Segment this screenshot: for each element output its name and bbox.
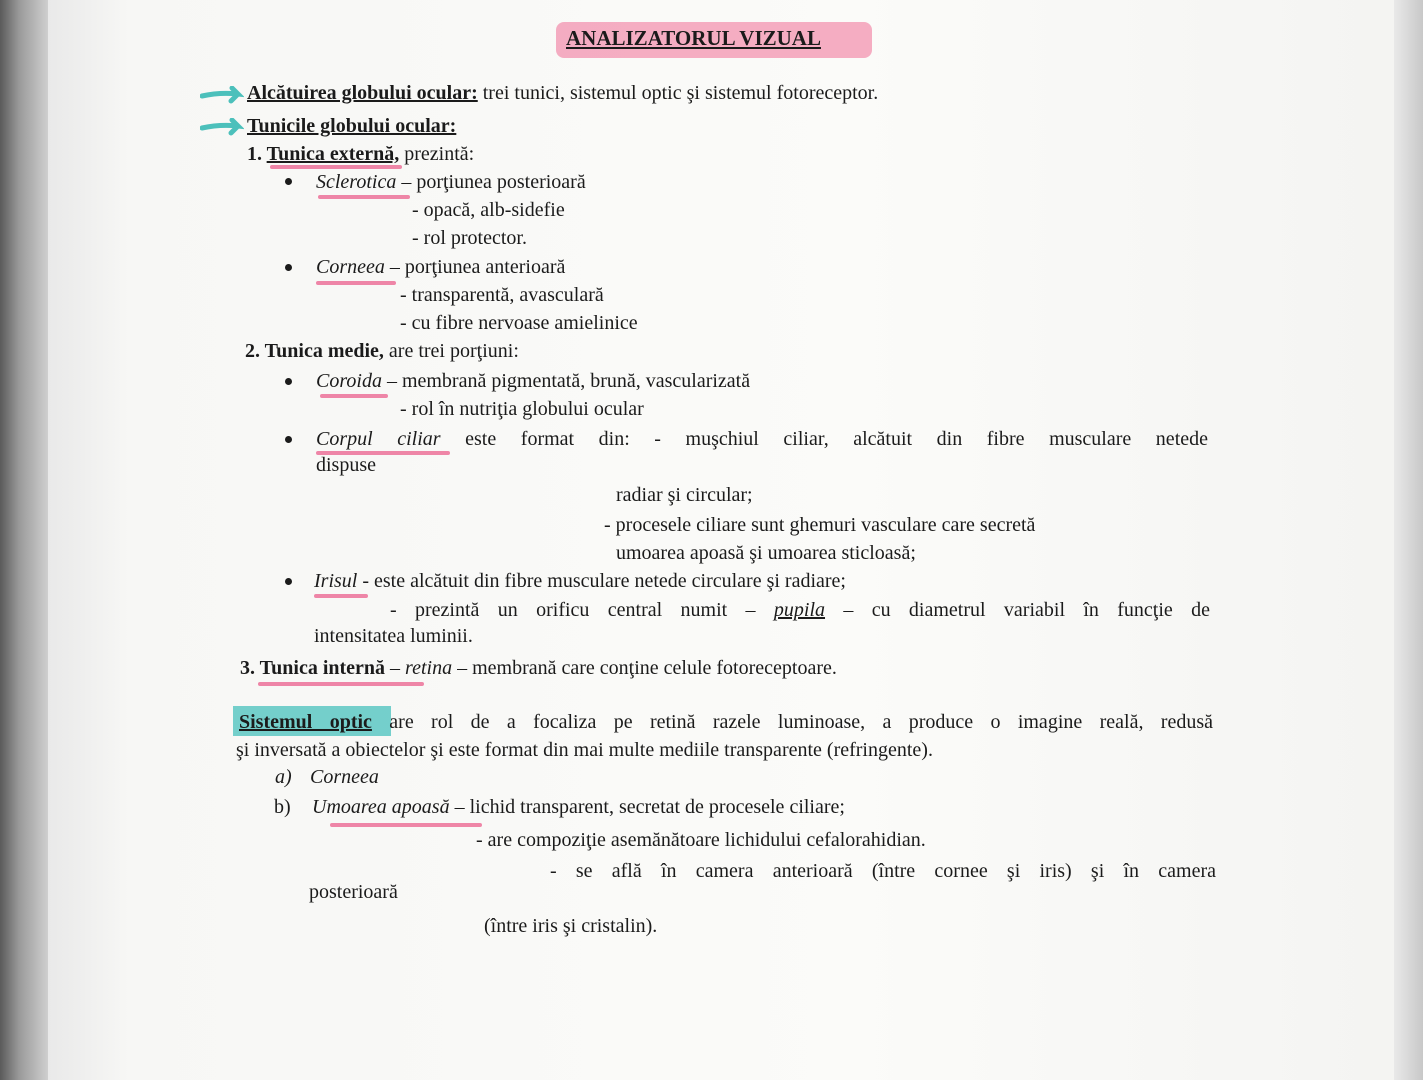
umoarea-apoasa-term: Umoarea apoasă	[312, 796, 450, 818]
corpul-ciliar-line	[316, 427, 1208, 451]
umoarea-apoasa-line3: - se află în camera anterioară (între cornee şi iris) şi în camera	[550, 860, 1216, 882]
tunica-interna-dash: –	[385, 657, 406, 679]
sclerotica-line2: - opacă, alb-sidefie	[412, 199, 565, 221]
alcatuire-label: Alcătuirea globului ocular:	[247, 82, 478, 104]
corneea-line3: - cu fibre nervoase amielinice	[400, 312, 638, 334]
page-edge-shadow	[0, 0, 48, 1080]
page-title: ANALIZATORUL VIZUAL	[566, 26, 821, 50]
coroida-line2: - rol în nutriţia globului ocular	[400, 398, 644, 420]
bullet	[285, 436, 292, 443]
umoarea-apoasa-line5: (între iris şi cristalin).	[484, 915, 658, 937]
tunica-medie-line	[245, 339, 519, 363]
irisul-line2a: - prezintă un orificu central numit –	[390, 599, 774, 621]
list-marker-a: a)	[275, 766, 292, 788]
umoarea-apoasa-line	[312, 795, 845, 819]
coroida-term: Coroida	[316, 370, 382, 392]
irisul-line	[314, 569, 846, 593]
corneea-line2: - transparentă, avasculară	[400, 284, 604, 306]
corneea-line1: – porţiunea anterioară	[384, 256, 566, 278]
irisul-line2	[390, 598, 1210, 622]
tunici-heading: Tunicile globului ocular:	[247, 115, 457, 137]
corneea-item: Corneea	[310, 766, 379, 788]
tunica-externa-label: Tunica externă,	[266, 143, 400, 165]
irisul-underline	[314, 594, 368, 598]
corneea-line	[316, 255, 565, 279]
corneea-term: Corneea	[316, 256, 385, 278]
sistemul-optic-line2: şi inversată a obiectelor şi este format din mai multe mediile transparente (refringente).	[236, 739, 933, 761]
pupila-term: pupila	[773, 599, 826, 621]
sclerotica-underline	[318, 195, 410, 199]
sistemul-optic-label: Sistemul optic	[239, 711, 372, 733]
corpul-ciliar-line3: - procesele ciliare sunt ghemuri vasculare care secretă	[604, 514, 1036, 536]
corpul-ciliar-term: Corpul ciliar	[316, 428, 441, 450]
retina-term: retina	[405, 657, 453, 679]
umoarea-apoasa-underline	[330, 823, 482, 827]
irisul-line2b: – cu diametrul variabil în funcţie de	[825, 599, 1211, 621]
irisul-line1: - este alcătuit din fibre musculare netede circulare şi radiare;	[357, 570, 846, 592]
tunica-medie-num: 2.	[245, 340, 265, 362]
tunica-interna-line	[240, 656, 837, 680]
coroida-line	[316, 369, 750, 393]
tunica-medie-label: Tunica medie,	[264, 340, 384, 362]
corpul-ciliar-line4: umoarea apoasă şi umoarea sticloasă;	[616, 542, 916, 564]
arrow-marker-icon	[200, 86, 244, 104]
tunica-interna-text: – membrană care conţine celule fotoreceptoare.	[452, 657, 837, 679]
sclerotica-term: Sclerotica	[316, 171, 397, 193]
alcatuire-line	[247, 81, 878, 105]
irisul-term: Irisul	[314, 570, 358, 592]
bullet	[285, 178, 292, 185]
alcatuire-text: trei tunici, sistemul optic şi sistemul fotoreceptor.	[477, 82, 879, 104]
coroida-underline	[320, 394, 388, 398]
list-marker-b: b)	[274, 796, 291, 818]
tunica-interna-num: 3.	[240, 657, 260, 679]
umoarea-apoasa-line2: - are compoziţie asemănătoare lichidului cefalorahidian.	[476, 829, 926, 851]
tunica-medie-text: are trei porţiuni:	[383, 340, 519, 362]
sistemul-optic-line1	[239, 710, 1213, 734]
tunica-externa-text: prezintă:	[399, 143, 475, 165]
coroida-line1: – membrană pigmentată, brună, vascularizată	[381, 370, 751, 392]
page-right-edge	[1394, 0, 1423, 1080]
corpul-ciliar-line1b: dispuse	[316, 454, 376, 476]
bullet	[285, 378, 292, 385]
corpul-ciliar-line1: este format din: - muşchiul ciliar, alcătuit din fibre musculare netede	[440, 428, 1208, 450]
sclerotica-line	[316, 170, 586, 194]
arrow-marker-icon	[200, 118, 244, 136]
corpul-ciliar-line2: radiar şi circular;	[616, 484, 753, 506]
sclerotica-line3: - rol protector.	[412, 227, 527, 249]
sistemul-optic-text1: are rol de a focaliza pe retină razele luminoase, a produce o imagine reală, redusă	[371, 711, 1214, 733]
umoarea-apoasa-line4: posterioară	[309, 881, 398, 903]
tunica-externa-num: 1.	[247, 143, 267, 165]
bullet	[285, 264, 292, 271]
umoarea-apoasa-line1: – lichid transparent, secretat de procesele ciliare;	[449, 796, 845, 818]
corneea-underline	[316, 281, 396, 285]
tunica-interna-label: Tunica internă	[259, 657, 386, 679]
tunica-interna-underline	[258, 682, 424, 686]
sclerotica-line1: – porţiunea posterioară	[396, 171, 586, 193]
irisul-line3: intensitatea luminii.	[314, 625, 473, 647]
tunica-externa-line	[247, 142, 474, 166]
bullet	[285, 578, 292, 585]
